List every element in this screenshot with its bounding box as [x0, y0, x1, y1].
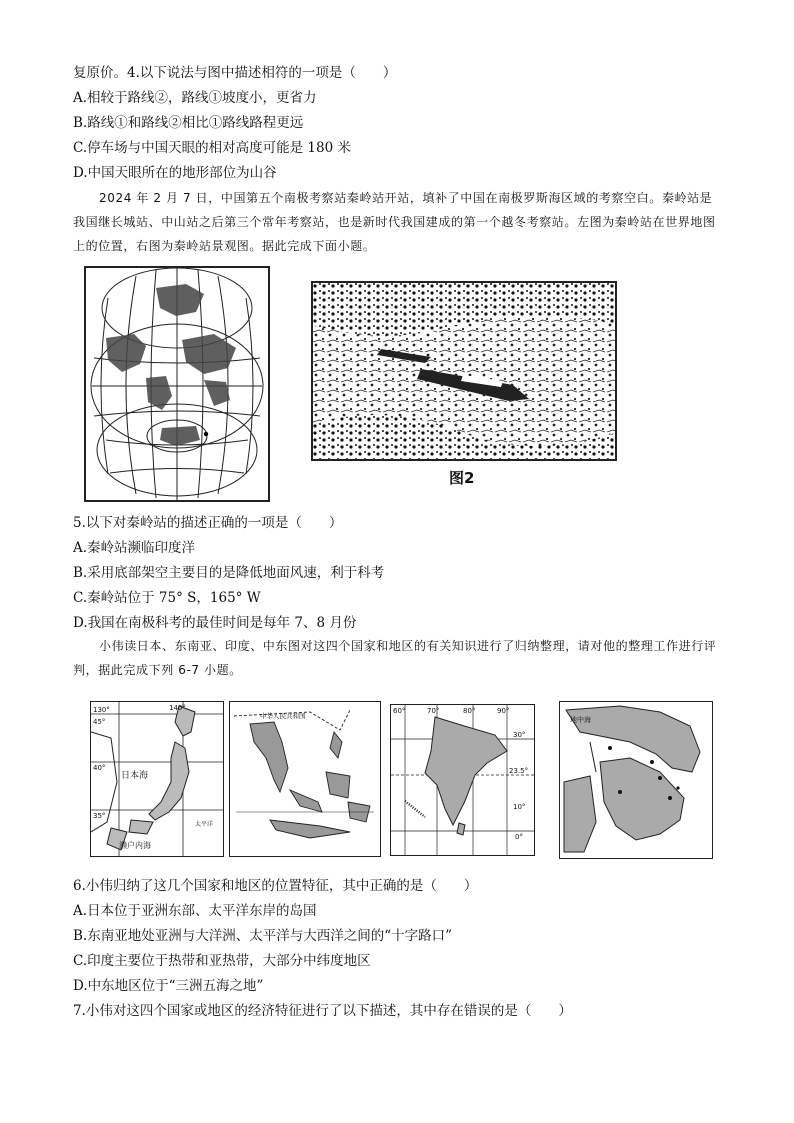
japan-sea-label: 日本海	[121, 771, 149, 781]
india-lon-60: 60°	[393, 707, 406, 715]
q5-option-c: C.秦岭站位于 75° S，165° W	[73, 590, 261, 606]
japan-lon-130: 130°	[93, 706, 110, 714]
india-lon-80: 80°	[463, 707, 476, 715]
q4-option-b: B.路线①和路线②相比①路线路程更远	[73, 115, 304, 131]
middle-east-map	[559, 701, 713, 859]
qinling-intro	[73, 186, 723, 258]
southeast-asia-map	[229, 701, 381, 857]
qinling-station-photo	[311, 281, 617, 461]
india-lat-23-5: 23.5°	[509, 767, 529, 775]
q6-option-c: C.印度主要位于热带和亚热带，大部分中纬度地区	[73, 953, 371, 969]
q6-option-b: B.东南亚地处亚洲与大洋洲、太平洋与大西洋之间的“十字路口”	[73, 928, 453, 944]
q7-stem: 7.小伟对这四个国家或地区的经济特征进行了以下描述，其中存在错误的是（ ）	[73, 1003, 572, 1019]
india-lat-0: 0°	[515, 833, 523, 841]
q4-option-c: C.停车场与中国天眼的相对高度可能是 180 米	[73, 140, 351, 156]
q6-stem: 6.小伟归纳了这几个国家和地区的位置特征，其中正确的是（ ）	[73, 878, 478, 894]
q6-option-d: D.中东地区位于“三洲五海之地”	[73, 978, 264, 994]
q5-stem: 5.以下对秦岭站的描述正确的一项是（ ）	[73, 515, 343, 531]
inland-sea-label: 濑户内海	[119, 841, 151, 850]
world-map-svg	[86, 268, 268, 500]
india-map-svg	[391, 705, 534, 855]
q4-stem: 复原价。4.以下说法与图中描述相符的一项是（ ）	[73, 65, 397, 81]
middle-east-map-svg	[560, 702, 712, 858]
station-photo-svg	[313, 283, 615, 459]
india-lon-70: 70°	[427, 707, 440, 715]
mediterranean-label: 地中海	[570, 716, 591, 724]
regions-intro-text: 小伟读日本、东南亚、印度、中东图对这四个国家和地区的有关知识进行了归纳整理，请对他的整理工作进行评判，据此完成下列 6-7 小题。	[73, 639, 717, 677]
q6-option-a: A.日本位于亚洲东部、太平洋东岸的岛国	[73, 903, 317, 919]
q5-option-a: A.秦岭站濒临印度洋	[73, 540, 196, 556]
q4-option-a: A.相较于路线②，路线①坡度小，更省力	[73, 90, 317, 106]
india-lat-30: 30°	[513, 731, 526, 739]
japan-lat-45: 45°	[93, 718, 106, 726]
q5-option-b: B.采用底部架空主要目的是降低地面风速，利于科考	[73, 565, 385, 581]
india-map	[390, 704, 535, 856]
world-map-figure	[84, 266, 270, 502]
q4-option-d: D.中国天眼所在的地形部位为山谷	[73, 165, 277, 181]
japan-map	[90, 701, 224, 857]
regions-intro	[73, 634, 723, 682]
japan-map-svg	[91, 702, 223, 856]
india-lon-90: 90°	[497, 707, 510, 715]
china-label: 中华人民共和国	[260, 712, 306, 720]
pacific-label: 太平洋	[195, 821, 214, 828]
japan-lon-140: 140°	[169, 704, 186, 712]
q5-option-d: D.我国在南极科考的最佳时间是每年 7、8 月份	[73, 615, 357, 631]
japan-lat-40: 40°	[93, 764, 106, 772]
figure2-caption: 图2	[449, 469, 475, 487]
japan-lat-35: 35°	[93, 812, 106, 820]
qinling-intro-text: 2024 年 2 月 7 日，中国第五个南极考察站秦岭站开站，填补了中国在南极罗斯海区域的考察空白。秦岭站是我国继长城站、中山站之后第三个常年考察站，也是新时代我国建成的第一个越冬考察站。左图为秦岭站在世界地图上的位置，右图为秦岭站景观图。据此完成下面小题。	[73, 191, 716, 253]
southeast-asia-map-svg	[230, 702, 380, 856]
india-lat-10: 10°	[513, 803, 526, 811]
